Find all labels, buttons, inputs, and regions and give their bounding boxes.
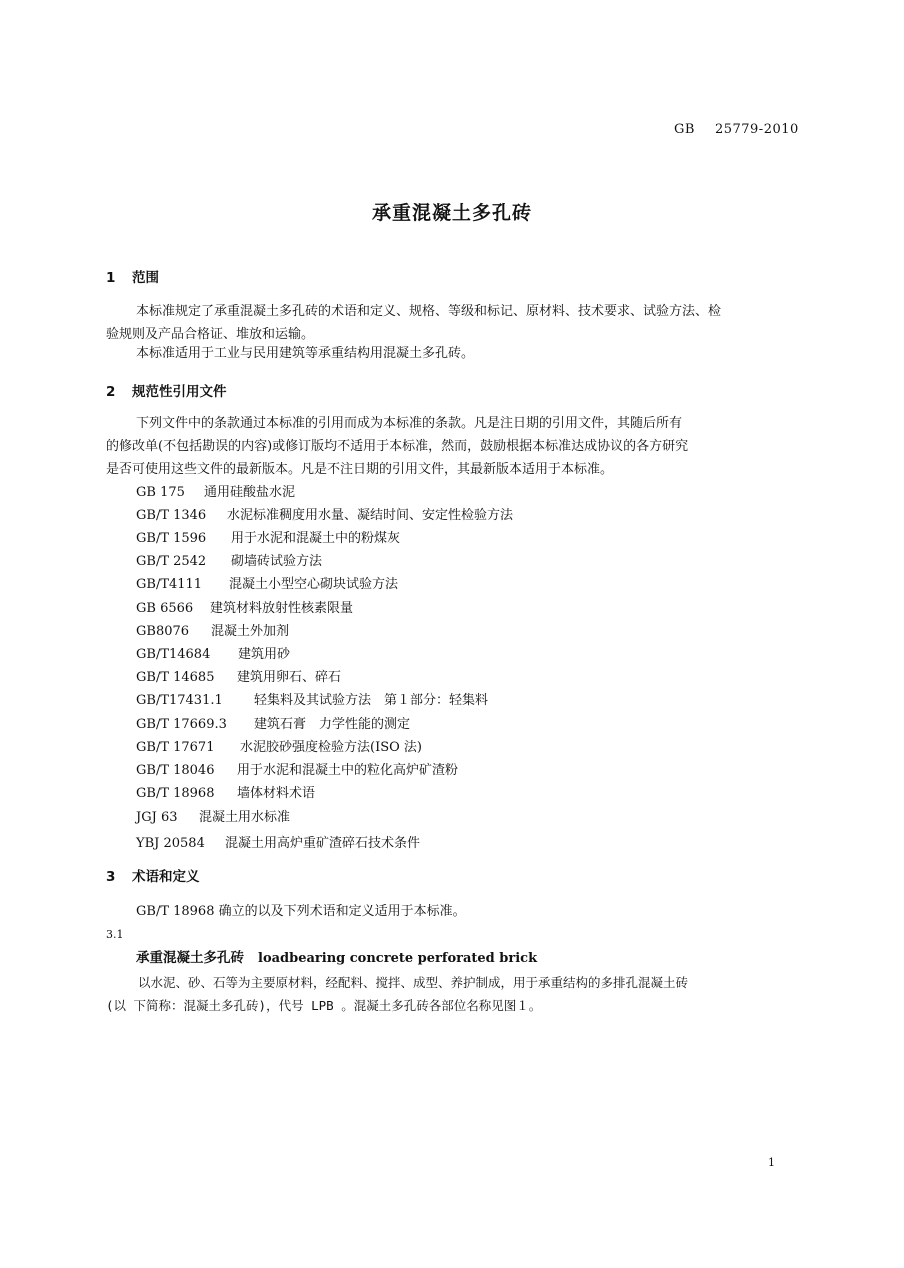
reference-name: 砌墙砖试验方法 xyxy=(231,554,323,569)
reference-code: GB8076 xyxy=(136,624,190,639)
reference-item xyxy=(136,806,290,825)
reference-name: 水泥胶砂强度检验方法(ISO 法) xyxy=(240,740,422,755)
reference-name: 建筑用卵石、碎石 xyxy=(237,670,342,685)
reference-code: GB/T 17671 xyxy=(136,740,215,755)
reference-code: GB 175 xyxy=(136,485,185,500)
reference-item xyxy=(136,527,400,546)
section-3-intro: GB/T 18968 确立的以及下列术语和定义适用于本标准。 xyxy=(136,904,466,919)
reference-name: 混凝土用水标准 xyxy=(199,810,291,825)
reference-code: GB/T 1596 xyxy=(136,531,207,546)
standard-number: 25779-2010 xyxy=(714,122,799,137)
reference-code: GB/T 2542 xyxy=(136,554,207,569)
section-number: 1 xyxy=(106,270,116,286)
reference-item xyxy=(136,504,513,523)
reference-code: GB/T17431.1 xyxy=(136,693,223,708)
reference-name: 混凝土小型空心砌块试验方法 xyxy=(229,577,399,592)
section-1-para-1-line-2: 验规则及产品合格证、堆放和运输。 xyxy=(106,327,315,342)
reference-item xyxy=(136,736,422,755)
term-chinese: 承重混凝土多孔砖 xyxy=(136,950,244,966)
reference-item xyxy=(136,550,322,569)
reference-code: GB/T14684 xyxy=(136,647,211,662)
reference-name: 用于水泥和混凝土中的粉煤灰 xyxy=(231,531,401,546)
section-title: 范围 xyxy=(132,270,159,286)
section-number: 3 xyxy=(106,869,116,885)
reference-code: GB/T 17669.3 xyxy=(136,717,227,732)
term-heading xyxy=(136,946,537,966)
section-2-para-line-2: 的修改单(不包括勘误的内容)或修订版均不适用于本标准，然而，鼓励根据本标准达成协议的各方研究 xyxy=(106,439,689,454)
term-definition-line-1: 以水泥、砂、石等为主要原材料，经配料、搅拌、成型、养护制成，用于承重结构的多排孔混凝土砖 xyxy=(138,975,689,990)
reference-code: GB/T 1346 xyxy=(136,508,207,523)
reference-name: 混凝土用高炉重矿渣碎石技术条件 xyxy=(225,836,421,851)
section-2-para-line-1: 下列文件中的条款通过本标准的引用而成为本标准的条款。凡是注日期的引用文件，其随后所有 xyxy=(136,416,683,431)
reference-code: YBJ 20584 xyxy=(136,836,205,851)
section-1-para-1-line-1: 本标准规定了承重混凝土多孔砖的术语和定义、规格、等级和标记、原材料、技术要求、试验方法、检 xyxy=(136,304,722,319)
reference-code: GB/T 18968 xyxy=(136,786,215,801)
reference-item xyxy=(136,481,295,500)
reference-item xyxy=(136,597,353,616)
reference-name: 水泥标准稠度用水量、凝结时间、安定性检验方法 xyxy=(227,508,514,523)
reference-code: GB/T 18046 xyxy=(136,763,215,778)
reference-name: 墙体材料术语 xyxy=(237,786,316,801)
document-title: 承重混凝土多孔砖 xyxy=(371,202,532,224)
reference-code: JGJ 63 xyxy=(136,810,178,825)
page-number: 1 xyxy=(768,1156,775,1169)
section-2-heading xyxy=(106,380,227,400)
reference-code: GB/T4111 xyxy=(136,577,203,592)
section-2-para-line-3: 是否可使用这些文件的最新版本。凡是不注日期的引用文件，其最新版本适用于本标准。 xyxy=(106,462,614,477)
reference-name: 混凝土外加剂 xyxy=(211,624,290,639)
section-3-heading xyxy=(106,865,200,885)
reference-item xyxy=(136,713,410,732)
term-english: loadbearing concrete perforated brick xyxy=(258,951,538,966)
reference-item xyxy=(136,759,458,778)
term-number: 3.1 xyxy=(106,928,124,941)
reference-name: 轻集料及其试验方法 第１部分：轻集料 xyxy=(254,693,489,708)
section-1-para-2: 本标准适用于工业与民用建筑等承重结构用混凝土多孔砖。 xyxy=(136,346,475,361)
reference-code: GB 6566 xyxy=(136,601,194,616)
reference-name: 通用硅酸盐水泥 xyxy=(204,485,296,500)
reference-name: 建筑材料放射性核素限量 xyxy=(210,601,354,616)
reference-item xyxy=(136,832,420,851)
reference-item xyxy=(136,666,341,685)
section-1-heading xyxy=(106,266,159,286)
standard-prefix: GB xyxy=(674,122,695,137)
section-number: 2 xyxy=(106,384,116,400)
reference-code: GB/T 14685 xyxy=(136,670,215,685)
reference-item xyxy=(136,689,488,708)
reference-name: 建筑石膏 力学性能的测定 xyxy=(254,717,411,732)
section-title: 规范性引用文件 xyxy=(132,384,227,400)
reference-name: 建筑用砂 xyxy=(238,647,291,662)
reference-item xyxy=(136,782,315,801)
reference-name: 用于水泥和混凝土中的粒化高炉矿渣粉 xyxy=(237,763,459,778)
reference-item xyxy=(136,620,289,639)
section-title: 术语和定义 xyxy=(132,869,200,885)
term-definition-line-2: (以 下简称：混凝土多孔砖)，代号 LPB 。混凝土多孔砖各部位名称见图１。 xyxy=(106,998,542,1013)
reference-item xyxy=(136,573,398,592)
reference-item xyxy=(136,643,290,662)
standard-code xyxy=(674,122,799,137)
